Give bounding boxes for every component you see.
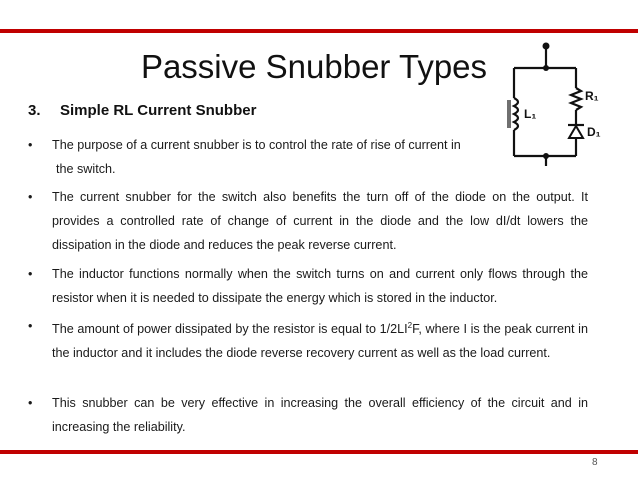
bullet-text: The current snubber for the switch also benefits the turn off of the diode on the output. It provides a controlled rate of change of current in the diode and the low dI/dt lowers the dissipation in the diode and reduces the peak reverse current. [52,190,588,252]
bullet-text-continuation: the switch. [56,162,116,176]
bullet-item [28,185,588,257]
bullet-marker: • [28,267,33,281]
bullet-item [28,133,588,181]
top-accent-bar [0,29,638,33]
bullet-marker: • [28,138,33,152]
bullet-text: The amount of power dissipated by the resistor is equal to 1/2LI [52,322,408,337]
page-number: 8 [592,457,598,468]
inductor-label: L₁ [524,107,537,121]
bullet-marker: • [28,396,33,410]
bullet-marker: • [28,319,33,333]
bullet-item [28,262,588,310]
bullet-item [28,314,588,365]
bullet-text: The inductor functions normally when the switch turns on and current only flows through the resistor when it is needed to dissipate the energy which is stored in the inductor. [52,267,588,305]
superscript: 2 [407,321,413,330]
bullet-item [28,391,588,439]
bullet-text: The purpose of a current snubber is to control the rate of rise of current in [52,138,461,152]
bullet-text: This snubber can be very effective in increasing the overall efficiency of the circuit and in increasing the reliability. [52,396,588,434]
bottom-accent-bar [0,450,638,454]
diode-label: D₁ [587,125,601,139]
bullet-marker: • [28,190,33,204]
section-title: Simple RL Current Snubber [60,102,257,119]
slide-title: Passive Snubber Types [140,48,488,85]
resistor-label: R₁ [585,89,599,103]
section-heading [28,102,256,119]
bullet-text-rest: F, where I is the peak current in the inductor and it includes the diode reverse recovery current as well as the load current. [52,322,588,361]
section-number: 3. [28,102,41,119]
